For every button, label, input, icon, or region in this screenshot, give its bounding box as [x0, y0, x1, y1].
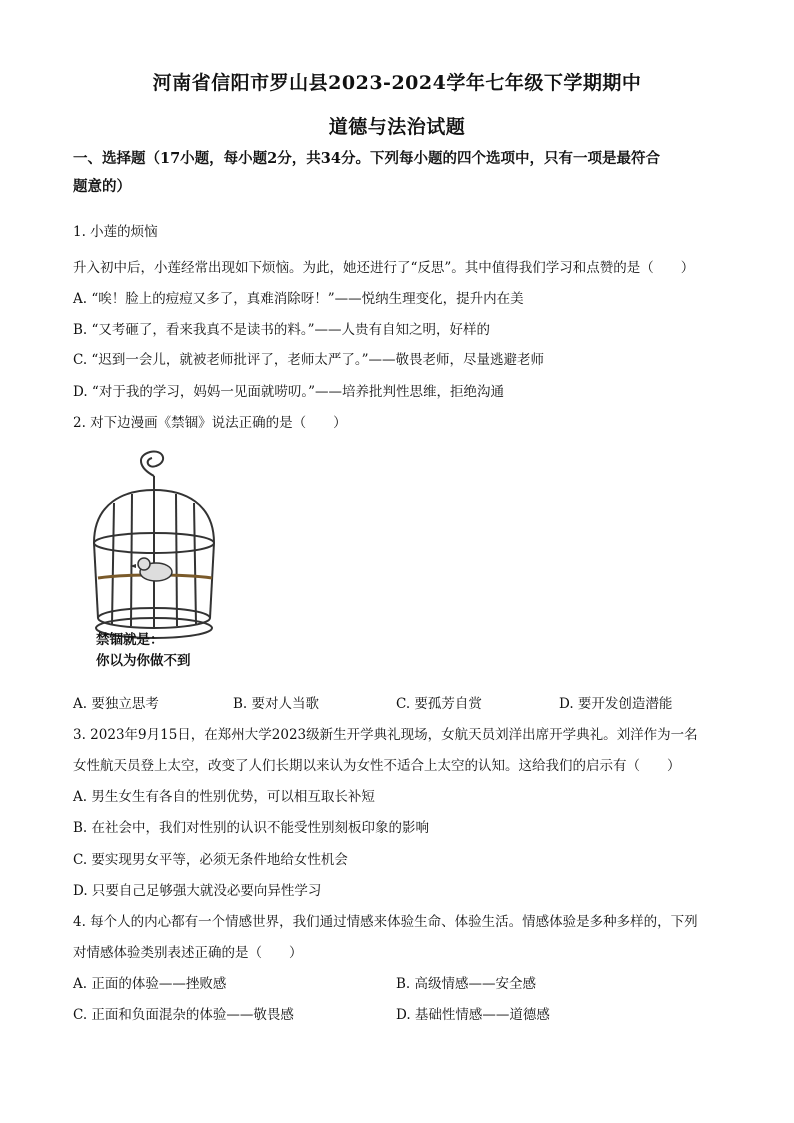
q4-stem-line1: 4. 每个人的内心都有一个情感世界，我们通过情感来体验生命、体验生活。情感体验是多种多样的，下列: [73, 914, 698, 930]
section-heading: [73, 145, 733, 201]
q1-option-c: C. “迟到一会儿，就被老师批评了，老师太严了。”——敬畏老师，尽量逃避老师: [73, 352, 544, 368]
q1-stem: 升入初中后，小莲经常出现如下烦恼。为此，她还进行了“反思”。其中值得我们学习和点赞的是（ ）: [73, 260, 695, 276]
section-heading-line1: 一、选择题（17小题，每小题2分，共34分。下列每小题的四个选项中，只有一项是最符合: [73, 150, 660, 167]
q4-option-a: A. 正面的体验——挫败感: [73, 976, 227, 992]
q2-option-a: A. 要独立思考: [73, 696, 159, 712]
q4-option-d: D. 基础性情感——道德感: [396, 1007, 550, 1023]
q3-option-a: A. 男生女生有各自的性别优势，可以相互取长补短: [73, 789, 375, 805]
q1-option-d: D. “对于我的学习，妈妈一见面就唠叨。”——培养批判性思维，拒绝沟通: [73, 384, 504, 400]
q4-option-b: B. 高级情感——安全感: [396, 976, 537, 992]
q3-option-c: C. 要实现男女平等，必须无条件地给女性机会: [73, 852, 348, 868]
cartoon-caption-line1: 禁锢就是：: [96, 632, 164, 648]
q3-stem-line1: 3. 2023年9月15日，在郑州大学2023级新生开学典礼现场，女航天员刘洋出席开学典礼。刘洋作为一名: [73, 727, 698, 743]
q4-stem-line2: 对情感体验类别表述正确的是（ ）: [73, 945, 303, 961]
q4-option-c: C. 正面和负面混杂的体验——敬畏感: [73, 1007, 294, 1023]
q2-option-c: C. 要孤芳自赏: [396, 696, 482, 712]
q3-option-d: D. 只要自己足够强大就没必要向异性学习: [73, 883, 322, 899]
q3-option-b: B. 在社会中，我们对性别的认识不能受性别刻板印象的影响: [73, 820, 430, 836]
cartoon-caption-line2: 你以为你做不到: [96, 653, 191, 669]
q2-stem: 2. 对下边漫画《禁锢》说法正确的是（ ）: [73, 415, 347, 431]
exam-title: 河南省信阳市罗山县2023-2024学年七年级下学期期中: [152, 72, 642, 94]
q3-stem-line2: 女性航天员登上太空，改变了人们长期以来认为女性不适合上太空的认知。这给我们的启示有（ ）: [73, 758, 681, 774]
section-heading-line2: 题意的）: [73, 178, 131, 195]
q2-option-b: B. 要对人当歌: [233, 696, 320, 712]
q1-option-a: A. “唉！脸上的痘痘又多了，真难消除呀！”——悦纳生理变化，提升内在美: [73, 291, 524, 307]
q1-title: 1. 小莲的烦恼: [73, 224, 158, 240]
q1-option-b: B. “又考砸了，看来我真不是读书的料。”——人贵有自知之明，好样的: [73, 322, 491, 338]
exam-subtitle: 道德与法治试题: [328, 116, 466, 138]
q2-option-d: D. 要开发创造潜能: [559, 696, 673, 712]
